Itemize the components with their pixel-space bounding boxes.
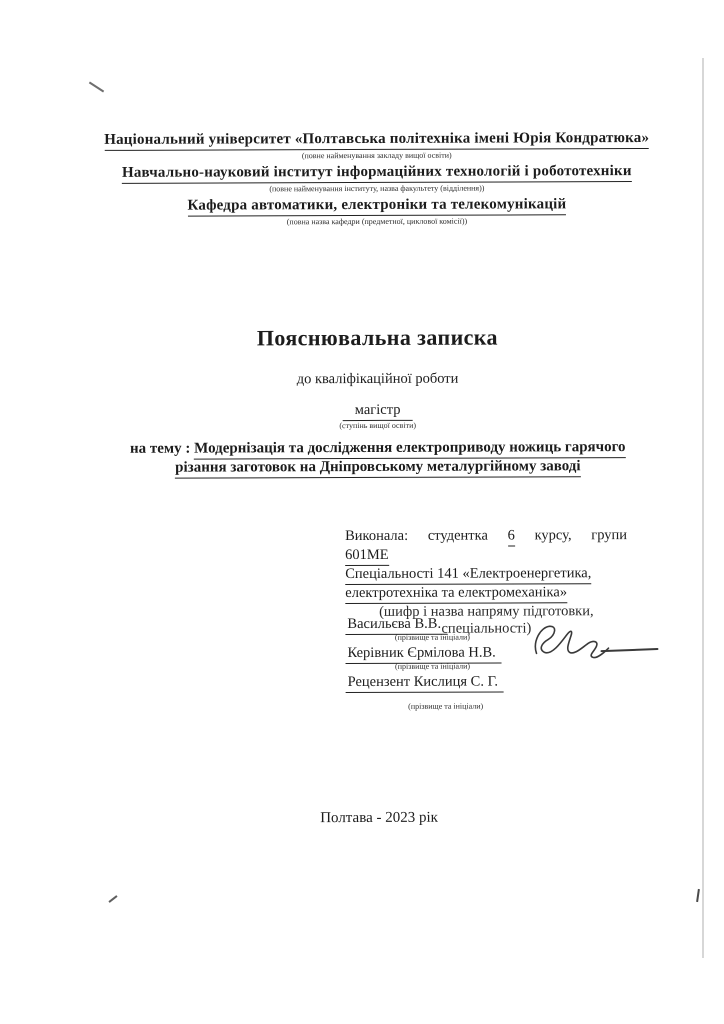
topic-label: на тему : [129,440,195,457]
doc-title: Пояснювальна записка [256,324,498,351]
specialty-text-2: електротехніка та електромеханіка» [345,584,567,604]
reviewer-caption: (прізвище та ініціали) [408,701,484,711]
supervisor-caption: (прізвище та ініціали) [395,661,471,671]
performed-word-1: Виконала: [345,527,409,545]
degree-text: магістр [343,402,413,421]
department-name [87,196,667,217]
doc-subtitle: до кваліфікаційної роботи [296,370,459,388]
group-number: 601МЕ [345,547,389,566]
performed-word-4: курсу, [534,527,572,544]
reviewer-name: Рецензент Кислиця С. Г. [346,674,504,694]
city-year: Полтава - 2023 рік [320,809,438,827]
author-caption: (прізвище та ініціали) [394,632,470,642]
topic-text-1: Модернізація та дослідження електроприводу ножиць гарячого [194,439,625,460]
university-name-text: Національний університет «Полтавська політехніка імені Юрія Кондратюка» [104,130,649,151]
institute-caption: (повне найменування інституту, назва факультету (відділення)) [269,183,485,194]
topic-text-2: різання заготовок на Дніпровському металургійному заводі [175,458,580,478]
topic-line-1 [88,439,668,460]
institute-name [87,163,667,184]
specialty-line-2 [345,584,627,604]
specialty-line-1 [345,565,627,585]
author-name: Васильєва В.В. [345,616,447,635]
performed-word-5: групи [591,527,628,544]
department-caption: (повна назва кафедри (предметної, циклової комісії)) [286,216,468,227]
degree-caption: (ступінь вищої освіти) [339,420,417,431]
reviewer-line [346,673,628,693]
degree-line [88,401,668,422]
specialty-caption: (шифр і назва напряму підготовки, спеціальності) [379,603,594,637]
university-name [87,130,667,151]
department-name-text: Кафедра автоматики, електроніки та телекомунікацій [187,196,566,216]
performed-line [345,527,627,547]
performed-course-number: 6 [508,527,515,546]
specialty-text-1: Спеціальності 141 «Електроенергетика, [345,565,591,585]
supervisor-name: Керівник Єрмілова Н.В. [345,645,501,665]
group-line [345,546,627,566]
topic-line-2 [88,458,668,479]
supervisor-signature [522,619,612,667]
university-caption: (повне найменування закладу вищої освіти) [301,150,452,161]
institute-name-text: Навчально-науковий інститут інформаційних технологій і робототехніки [122,163,632,184]
performed-word-2: студентка [427,527,488,544]
